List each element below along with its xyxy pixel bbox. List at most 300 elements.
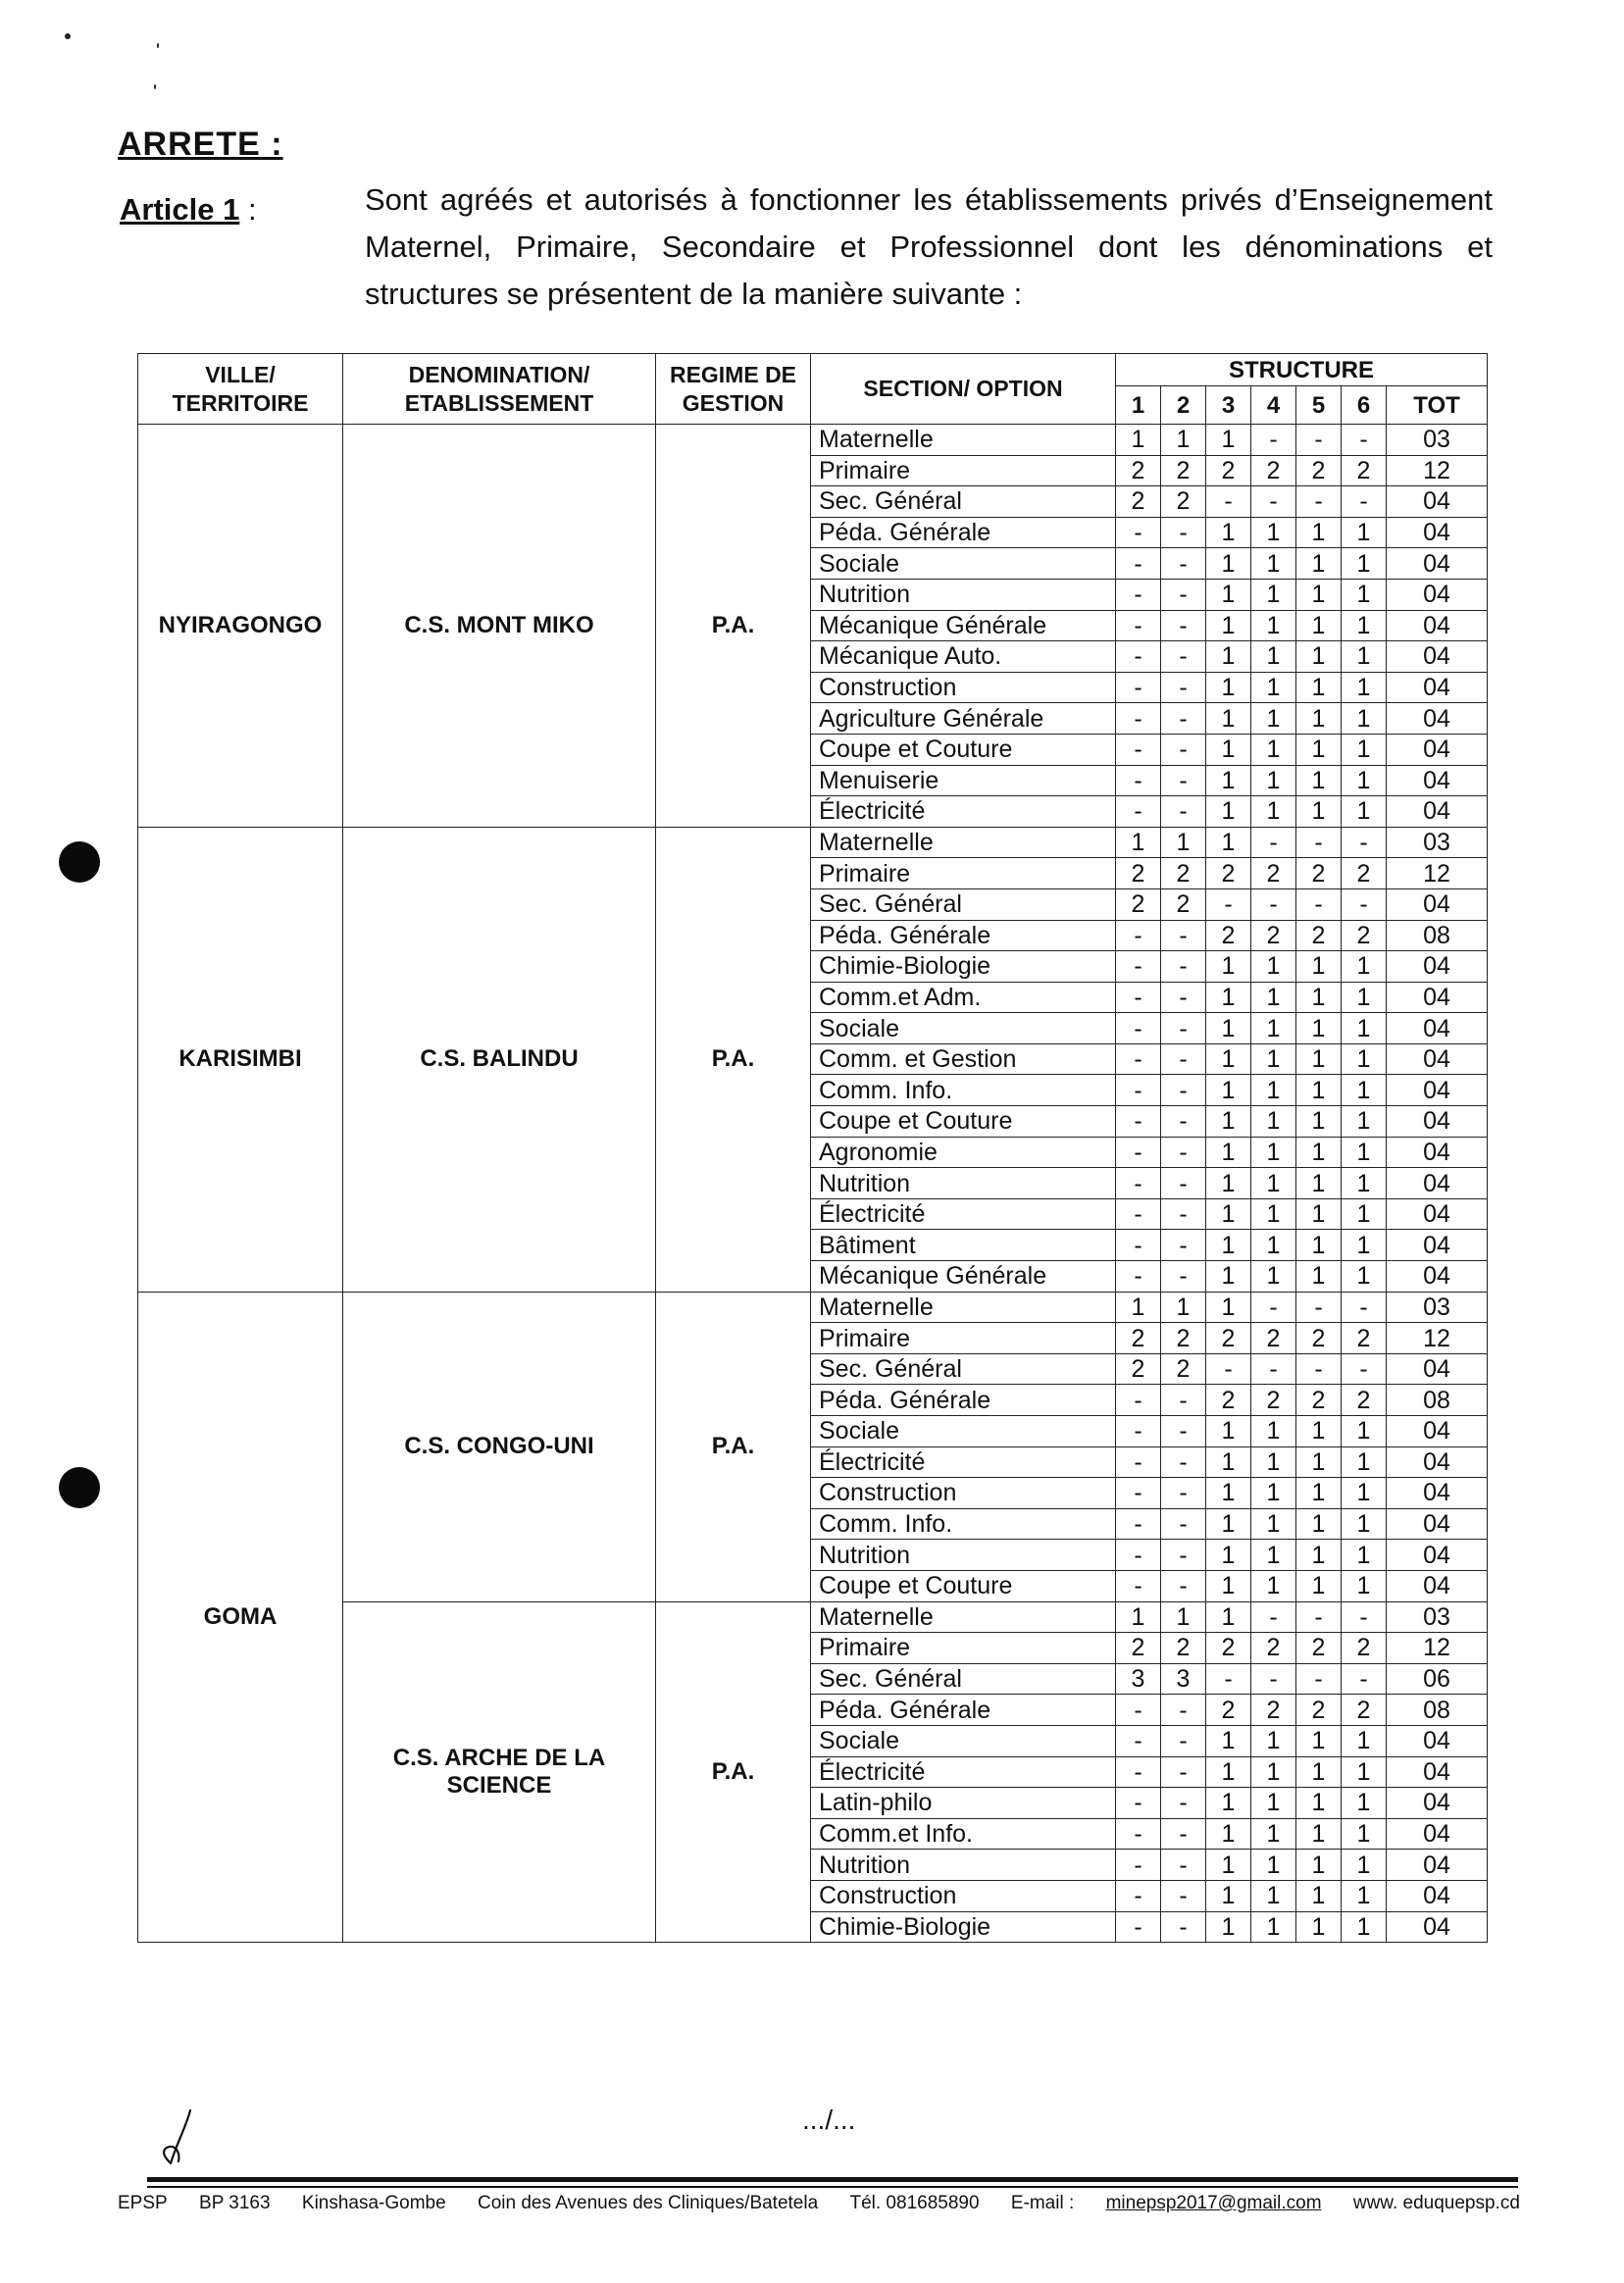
structure-cell: 2 — [1206, 1385, 1251, 1416]
structure-cell: 1 — [1342, 951, 1387, 983]
total-cell: 04 — [1387, 1911, 1488, 1943]
structure-cell: 3 — [1161, 1663, 1206, 1695]
structure-cell: - — [1161, 1695, 1206, 1726]
structure-cell: 2 — [1342, 920, 1387, 951]
structure-cell: 1 — [1161, 827, 1206, 858]
structure-cell: - — [1116, 1850, 1161, 1881]
table-row — [138, 425, 1488, 456]
option-cell: Péda. Générale — [811, 517, 1116, 548]
structure-cell: 1 — [1342, 1570, 1387, 1601]
structure-table-wrapper — [137, 353, 1483, 1943]
option-cell: Primaire — [811, 1633, 1116, 1664]
structure-cell: - — [1342, 425, 1387, 456]
structure-cell: - — [1116, 672, 1161, 703]
structure-cell: 1 — [1296, 1570, 1342, 1601]
structure-cell: - — [1206, 1663, 1251, 1695]
structure-cell: 2 — [1296, 455, 1342, 486]
structure-cell: 1 — [1342, 1230, 1387, 1261]
structure-cell: 1 — [1296, 982, 1342, 1013]
footer-bp: BP 3163 — [199, 2193, 271, 2213]
structure-cell: 1 — [1251, 1230, 1296, 1261]
total-cell: 04 — [1387, 1043, 1488, 1075]
option-cell: Mécanique Générale — [811, 1261, 1116, 1293]
page-heading: ARRETE : — [118, 126, 283, 163]
structure-cell: - — [1251, 827, 1296, 858]
structure-cell: - — [1161, 796, 1206, 828]
option-cell: Sec. Général — [811, 486, 1116, 518]
structure-cell: - — [1161, 1756, 1206, 1788]
structure-cell: - — [1161, 548, 1206, 580]
structure-cell: - — [1116, 982, 1161, 1013]
total-cell: 08 — [1387, 920, 1488, 951]
header-structure: STRUCTURE — [1116, 354, 1488, 386]
footer-city: Kinshasa-Gombe — [301, 2193, 446, 2213]
structure-cell: 2 — [1251, 920, 1296, 951]
structure-cell: - — [1161, 1168, 1206, 1199]
structure-cell: - — [1342, 1292, 1387, 1323]
header-section: SECTION/ OPTION — [811, 354, 1116, 425]
regime-cell: P.A. — [656, 827, 811, 1292]
structure-cell: 1 — [1296, 1106, 1342, 1138]
structure-cell: - — [1296, 888, 1342, 920]
structure-cell: 1 — [1206, 1013, 1251, 1044]
structure-cell: - — [1116, 1013, 1161, 1044]
page-footer — [118, 2193, 1520, 2214]
structure-cell: 2 — [1116, 888, 1161, 920]
structure-cell: 2 — [1161, 888, 1206, 920]
structure-cell: 2 — [1296, 1695, 1342, 1726]
structure-cell: 1 — [1206, 1850, 1251, 1881]
structure-cell: - — [1116, 951, 1161, 983]
structure-cell: - — [1296, 486, 1342, 518]
structure-cell: - — [1296, 425, 1342, 456]
option-cell: Menuiserie — [811, 765, 1116, 796]
structure-cell: 1 — [1206, 765, 1251, 796]
structure-cell: - — [1161, 1818, 1206, 1850]
structure-cell: 1 — [1206, 1230, 1251, 1261]
structure-cell: - — [1116, 1880, 1161, 1911]
option-cell: Mécanique Générale — [811, 610, 1116, 641]
structure-cell: - — [1161, 734, 1206, 765]
structure-cell: 1 — [1251, 1198, 1296, 1230]
option-cell: Sec. Général — [811, 1353, 1116, 1385]
total-cell: 04 — [1387, 1137, 1488, 1168]
structure-cell: 1 — [1296, 1725, 1342, 1756]
structure-cell: 1 — [1342, 1880, 1387, 1911]
total-cell: 04 — [1387, 1818, 1488, 1850]
structure-cell: 1 — [1161, 1292, 1206, 1323]
structure-cell: 2 — [1206, 455, 1251, 486]
total-cell: 04 — [1387, 796, 1488, 828]
structure-cell: 1 — [1206, 827, 1251, 858]
total-cell: 12 — [1387, 1323, 1488, 1354]
structure-cell: 1 — [1342, 1725, 1387, 1756]
structure-cell: 2 — [1296, 1385, 1342, 1416]
option-cell: Coupe et Couture — [811, 1570, 1116, 1601]
structure-cell: - — [1116, 1261, 1161, 1293]
option-cell: Nutrition — [811, 1850, 1116, 1881]
option-cell: Sec. Général — [811, 1663, 1116, 1695]
header-col-6: 6 — [1342, 386, 1387, 425]
structure-cell: 1 — [1342, 1508, 1387, 1540]
structure-cell: - — [1251, 1663, 1296, 1695]
structure-cell: - — [1116, 1695, 1161, 1726]
structure-cell: - — [1161, 1850, 1206, 1881]
school-name-cell: C.S. ARCHE DE LA SCIENCE — [343, 1601, 656, 1943]
structure-cell: 1 — [1342, 1818, 1387, 1850]
header-regime: REGIME DE GESTION — [656, 354, 811, 425]
structure-cell: - — [1342, 1663, 1387, 1695]
structure-cell: - — [1161, 765, 1206, 796]
structure-cell: 1 — [1251, 579, 1296, 610]
structure-cell: 1 — [1206, 1756, 1251, 1788]
structure-cell: 1 — [1342, 1478, 1387, 1509]
structure-cell: 2 — [1342, 455, 1387, 486]
option-cell: Primaire — [811, 455, 1116, 486]
regime-cell: P.A. — [656, 1601, 811, 1943]
structure-cell: - — [1296, 1601, 1342, 1633]
option-cell: Primaire — [811, 858, 1116, 889]
structure-cell: - — [1206, 888, 1251, 920]
structure-cell: 1 — [1206, 982, 1251, 1013]
option-cell: Chimie-Biologie — [811, 951, 1116, 983]
total-cell: 12 — [1387, 455, 1488, 486]
structure-cell: 1 — [1206, 1137, 1251, 1168]
structure-cell: - — [1161, 1043, 1206, 1075]
structure-cell: 1 — [1342, 641, 1387, 673]
structure-cell: - — [1161, 1385, 1206, 1416]
structure-cell: - — [1161, 1230, 1206, 1261]
structure-cell: 1 — [1342, 1446, 1387, 1478]
structure-cell: 2 — [1161, 858, 1206, 889]
total-cell: 12 — [1387, 1633, 1488, 1664]
structure-cell: 1 — [1342, 765, 1387, 796]
structure-cell: - — [1161, 1261, 1206, 1293]
total-cell: 03 — [1387, 827, 1488, 858]
total-cell: 04 — [1387, 1570, 1488, 1601]
structure-cell: 1 — [1296, 641, 1342, 673]
total-cell: 04 — [1387, 982, 1488, 1013]
option-cell: Électricité — [811, 1756, 1116, 1788]
scan-speck — [154, 84, 156, 89]
continuation-mark: .../... — [802, 2105, 856, 2135]
structure-cell: 3 — [1116, 1663, 1161, 1695]
structure-cell: 1 — [1251, 548, 1296, 580]
structure-cell: - — [1342, 888, 1387, 920]
footer-org: EPSP — [118, 2193, 168, 2213]
structure-cell: - — [1342, 1353, 1387, 1385]
structure-cell: 1 — [1206, 1446, 1251, 1478]
structure-cell: - — [1116, 703, 1161, 735]
structure-cell: - — [1116, 1756, 1161, 1788]
structure-cell: 1 — [1251, 982, 1296, 1013]
header-ville: VILLE/ TERRITOIRE — [138, 354, 343, 425]
structure-cell: - — [1161, 579, 1206, 610]
structure-cell: - — [1116, 1385, 1161, 1416]
structure-cell: - — [1251, 1601, 1296, 1633]
option-cell: Coupe et Couture — [811, 734, 1116, 765]
structure-cell: 1 — [1296, 1911, 1342, 1943]
structure-cell: 1 — [1251, 734, 1296, 765]
structure-cell: - — [1161, 703, 1206, 735]
structure-cell: 1 — [1206, 1075, 1251, 1106]
structure-cell: - — [1116, 641, 1161, 673]
total-cell: 04 — [1387, 486, 1488, 518]
structure-cell: - — [1296, 1292, 1342, 1323]
total-cell: 04 — [1387, 610, 1488, 641]
structure-cell: 1 — [1296, 1198, 1342, 1230]
structure-cell: - — [1161, 672, 1206, 703]
structure-cell: 1 — [1251, 517, 1296, 548]
structure-cell: 1 — [1342, 982, 1387, 1013]
structure-cell: 1 — [1251, 1416, 1296, 1447]
structure-cell: 1 — [1342, 1198, 1387, 1230]
total-cell: 04 — [1387, 641, 1488, 673]
structure-cell: 1 — [1251, 672, 1296, 703]
footer-website-link[interactable]: www. eduquepsp.cd — [1352, 2193, 1520, 2213]
option-cell: Bâtiment — [811, 1230, 1116, 1261]
school-name-cell: C.S. MONT MIKO — [343, 425, 656, 828]
option-cell: Latin-philo — [811, 1788, 1116, 1819]
header-col-tot: TOT — [1387, 386, 1488, 425]
structure-cell: - — [1116, 548, 1161, 580]
footer-email-link[interactable]: minepsp2017@gmail.com — [1105, 2193, 1322, 2213]
total-cell: 04 — [1387, 1880, 1488, 1911]
structure-cell: 2 — [1206, 1633, 1251, 1664]
structure-cell: 1 — [1206, 1725, 1251, 1756]
structure-cell: 2 — [1206, 920, 1251, 951]
structure-cell: - — [1116, 1788, 1161, 1819]
structure-cell: 1 — [1342, 1788, 1387, 1819]
total-cell: 04 — [1387, 1446, 1488, 1478]
structure-cell: 1 — [1251, 1168, 1296, 1199]
option-cell: Agriculture Générale — [811, 703, 1116, 735]
structure-cell: 2 — [1251, 1385, 1296, 1416]
option-cell: Sociale — [811, 548, 1116, 580]
structure-cell: - — [1116, 765, 1161, 796]
structure-cell: - — [1116, 517, 1161, 548]
structure-cell: - — [1116, 1198, 1161, 1230]
option-cell: Maternelle — [811, 1601, 1116, 1633]
structure-cell: 2 — [1296, 858, 1342, 889]
punch-hole-bottom — [59, 1467, 100, 1508]
structure-cell: - — [1116, 1508, 1161, 1540]
structure-cell: 1 — [1206, 425, 1251, 456]
structure-cell: 1 — [1206, 1788, 1251, 1819]
total-cell: 04 — [1387, 1416, 1488, 1447]
structure-cell: 1 — [1296, 1880, 1342, 1911]
option-cell: Nutrition — [811, 1168, 1116, 1199]
structure-cell: 2 — [1342, 1385, 1387, 1416]
structure-cell: 1 — [1296, 1850, 1342, 1881]
structure-cell: - — [1161, 1013, 1206, 1044]
total-cell: 04 — [1387, 888, 1488, 920]
structure-cell: 1 — [1342, 1168, 1387, 1199]
structure-cell: 1 — [1342, 1540, 1387, 1571]
article-number: Article 1 — [120, 192, 240, 227]
total-cell: 04 — [1387, 1013, 1488, 1044]
handwritten-initial — [157, 2106, 216, 2175]
total-cell: 04 — [1387, 951, 1488, 983]
structure-cell: 1 — [1206, 1880, 1251, 1911]
structure-cell: 2 — [1161, 455, 1206, 486]
option-cell: Péda. Générale — [811, 920, 1116, 951]
structure-cell: 1 — [1206, 1261, 1251, 1293]
structure-cell: 1 — [1206, 1292, 1251, 1323]
ville-cell: KARISIMBI — [138, 827, 343, 1292]
total-cell: 08 — [1387, 1385, 1488, 1416]
option-cell: Coupe et Couture — [811, 1106, 1116, 1138]
structure-cell: 1 — [1342, 1013, 1387, 1044]
total-cell: 04 — [1387, 1788, 1488, 1819]
structure-cell: - — [1161, 982, 1206, 1013]
structure-cell: 1 — [1251, 641, 1296, 673]
structure-cell: 2 — [1206, 1695, 1251, 1726]
structure-cell: 1 — [1206, 1106, 1251, 1138]
structure-cell: 2 — [1161, 1353, 1206, 1385]
total-cell: 04 — [1387, 1261, 1488, 1293]
structure-cell: 1 — [1251, 1756, 1296, 1788]
structure-cell: 1 — [1296, 517, 1342, 548]
structure-cell: 1 — [1296, 1261, 1342, 1293]
structure-cell: - — [1116, 1416, 1161, 1447]
structure-cell: 1 — [1342, 1137, 1387, 1168]
structure-cell: 1 — [1251, 1725, 1296, 1756]
scan-speck — [65, 33, 71, 39]
structure-cell: - — [1342, 486, 1387, 518]
structure-cell: 1 — [1342, 796, 1387, 828]
option-cell: Électricité — [811, 1446, 1116, 1478]
structure-cell: 1 — [1342, 1075, 1387, 1106]
structure-cell: 1 — [1206, 796, 1251, 828]
structure-cell: 1 — [1251, 796, 1296, 828]
structure-cell: - — [1116, 1818, 1161, 1850]
structure-cell: 1 — [1342, 672, 1387, 703]
structure-cell: 2 — [1116, 858, 1161, 889]
structure-cell: 1 — [1342, 610, 1387, 641]
structure-cell: 1 — [1251, 1911, 1296, 1943]
total-cell: 03 — [1387, 425, 1488, 456]
structure-cell: - — [1161, 610, 1206, 641]
structure-cell: 2 — [1296, 1323, 1342, 1354]
total-cell: 03 — [1387, 1601, 1488, 1633]
structure-cell: 1 — [1206, 610, 1251, 641]
structure-cell: 2 — [1161, 1323, 1206, 1354]
structure-cell: 2 — [1116, 486, 1161, 518]
structure-cell: 1 — [1296, 1168, 1342, 1199]
total-cell: 03 — [1387, 1292, 1488, 1323]
total-cell: 04 — [1387, 1756, 1488, 1788]
total-cell: 04 — [1387, 1725, 1488, 1756]
structure-cell: - — [1296, 1663, 1342, 1695]
table-row — [138, 827, 1488, 858]
ville-cell: GOMA — [138, 1292, 343, 1942]
structure-cell: 1 — [1296, 951, 1342, 983]
structure-cell: - — [1116, 1137, 1161, 1168]
structure-cell: 1 — [1296, 1230, 1342, 1261]
structure-cell: - — [1116, 579, 1161, 610]
total-cell: 04 — [1387, 1540, 1488, 1571]
structure-table — [137, 353, 1488, 1943]
structure-cell: 1 — [1251, 1261, 1296, 1293]
structure-cell: 1 — [1206, 1198, 1251, 1230]
structure-cell: 1 — [1342, 548, 1387, 580]
structure-cell: 1 — [1251, 1880, 1296, 1911]
structure-cell: 2 — [1342, 858, 1387, 889]
structure-cell: - — [1116, 610, 1161, 641]
structure-cell: 1 — [1296, 579, 1342, 610]
option-cell: Comm.et Info. — [811, 1818, 1116, 1850]
structure-cell: - — [1116, 1106, 1161, 1138]
option-cell: Maternelle — [811, 827, 1116, 858]
structure-cell: 2 — [1342, 1633, 1387, 1664]
structure-cell: 1 — [1296, 1416, 1342, 1447]
structure-cell: - — [1116, 1043, 1161, 1075]
structure-cell: - — [1251, 888, 1296, 920]
option-cell: Sec. Général — [811, 888, 1116, 920]
structure-cell: 1 — [1206, 672, 1251, 703]
structure-cell: - — [1116, 1540, 1161, 1571]
total-cell: 04 — [1387, 703, 1488, 735]
header-col-5: 5 — [1296, 386, 1342, 425]
structure-cell: - — [1206, 1353, 1251, 1385]
structure-cell: 1 — [1206, 1911, 1251, 1943]
structure-cell: 1 — [1116, 425, 1161, 456]
structure-cell: 2 — [1251, 1323, 1296, 1354]
header-col-2: 2 — [1161, 386, 1206, 425]
header-denomination: DENOMINATION/ ETABLISSEMENT — [343, 354, 656, 425]
structure-cell: - — [1116, 796, 1161, 828]
structure-cell: - — [1161, 1446, 1206, 1478]
structure-cell: - — [1161, 1106, 1206, 1138]
structure-cell: 1 — [1251, 1478, 1296, 1509]
structure-cell: 1 — [1296, 548, 1342, 580]
regime-cell: P.A. — [656, 425, 811, 828]
structure-cell: 1 — [1251, 1106, 1296, 1138]
structure-cell: 1 — [1251, 1043, 1296, 1075]
structure-cell: 2 — [1206, 858, 1251, 889]
option-cell: Comm.et Adm. — [811, 982, 1116, 1013]
structure-cell: 1 — [1296, 796, 1342, 828]
option-cell: Sociale — [811, 1725, 1116, 1756]
option-cell: Construction — [811, 1478, 1116, 1509]
structure-cell: - — [1116, 1075, 1161, 1106]
structure-cell: 1 — [1296, 734, 1342, 765]
total-cell: 04 — [1387, 1168, 1488, 1199]
option-cell: Maternelle — [811, 1292, 1116, 1323]
structure-cell: - — [1342, 827, 1387, 858]
structure-cell: 1 — [1296, 1756, 1342, 1788]
structure-cell: - — [1161, 1788, 1206, 1819]
structure-cell: 1 — [1296, 1818, 1342, 1850]
structure-cell: 1 — [1342, 579, 1387, 610]
structure-cell: 1 — [1206, 951, 1251, 983]
structure-cell: - — [1251, 425, 1296, 456]
structure-cell: 1 — [1161, 1601, 1206, 1633]
school-name-cell: C.S. CONGO-UNI — [343, 1292, 656, 1601]
structure-cell: 1 — [1206, 1416, 1251, 1447]
structure-cell: 1 — [1206, 641, 1251, 673]
structure-cell: - — [1251, 1292, 1296, 1323]
scan-speck — [157, 43, 159, 48]
structure-cell: 1 — [1296, 1137, 1342, 1168]
option-cell: Électricité — [811, 796, 1116, 828]
structure-cell: - — [1161, 1880, 1206, 1911]
structure-cell: 1 — [1296, 1013, 1342, 1044]
option-cell: Maternelle — [811, 425, 1116, 456]
punch-hole-top — [59, 841, 100, 883]
total-cell: 04 — [1387, 1508, 1488, 1540]
